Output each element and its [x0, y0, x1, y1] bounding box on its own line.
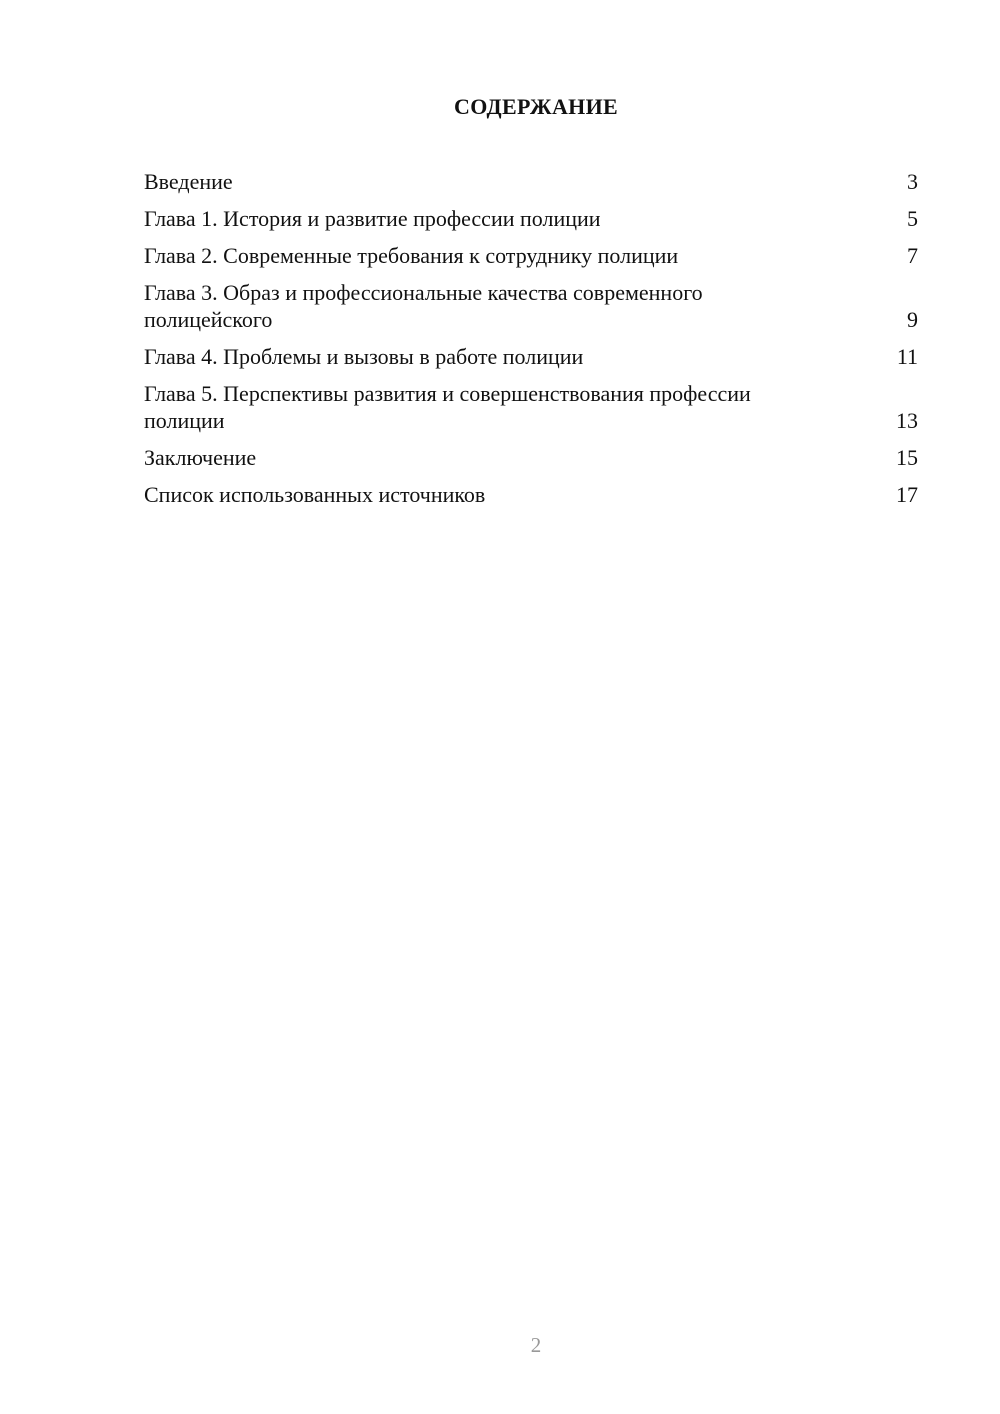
toc-entry-page: 7 [907, 243, 918, 268]
toc-entry-page: 11 [896, 344, 918, 369]
toc-entry-title: Заключение [144, 445, 257, 470]
toc-entry-references [144, 481, 918, 508]
toc-entry-page: 17 [896, 482, 918, 507]
toc-entry-title: Глава 1. История и развитие профессии полиции [144, 206, 601, 231]
toc-entry-introduction [144, 168, 918, 195]
toc-heading: СОДЕРЖАНИЕ [454, 94, 618, 119]
toc-entry-chapter-1 [144, 205, 918, 232]
toc-entry-page: 9 [907, 307, 918, 332]
toc-entry-chapter-4 [144, 343, 918, 370]
toc-entry-chapter-3 [144, 279, 918, 333]
table-of-contents [144, 168, 918, 518]
toc-entry-title: Глава 5. Перспективы развития и совершенствования профессии полиции [144, 381, 751, 433]
toc-entry-chapter-2 [144, 242, 918, 269]
toc-entry-title: Введение [144, 169, 233, 194]
toc-entry-title: Глава 2. Современные требования к сотруднику полиции [144, 243, 679, 268]
page-number: 2 [530, 1333, 542, 1357]
toc-entry-title: Список использованных источников [144, 482, 486, 507]
toc-entry-title: Глава 4. Проблемы и вызовы в работе полиции [144, 344, 584, 369]
toc-entry-conclusion [144, 444, 918, 471]
toc-entry-page: 5 [907, 206, 918, 231]
toc-entry-page: 13 [896, 408, 918, 433]
toc-entry-page: 15 [896, 445, 918, 470]
toc-entry-chapter-5 [144, 380, 918, 434]
toc-entry-title: Глава 3. Образ и профессиональные качества современного полицейского [144, 280, 703, 332]
toc-entry-page: 3 [907, 169, 918, 194]
